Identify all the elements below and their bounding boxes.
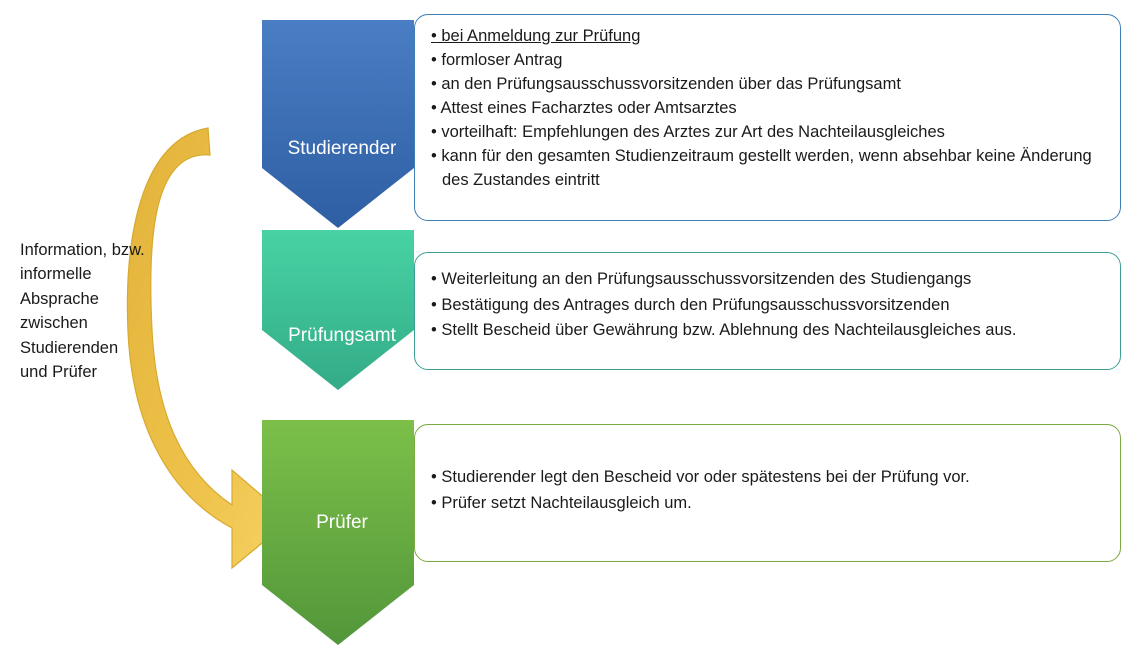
callout-pruefungsamt — [414, 252, 1121, 370]
chevron-pruefungsamt — [262, 230, 414, 390]
list-item-text: an den Prüfungsausschussvorsitzenden über das Prüfungsamt — [441, 74, 901, 93]
list-item-text: Stellt Bescheid über Gewährung bzw. Ablehnung des Nachteilausgleiches aus. — [441, 321, 1017, 340]
list-item — [431, 145, 1106, 193]
chevron-label-studierender: Studierender — [287, 138, 397, 159]
callout-list-pruefer — [431, 465, 1106, 516]
list-item — [431, 465, 1106, 491]
bullet: • — [431, 122, 437, 141]
side-note: Information, bzw. informelle Absprache zwischen Studierenden und Prüfer — [20, 241, 145, 382]
list-item-text: vorteilhaft: Empfehlungen des Arztes zur Art des Nachteilausgleiches — [441, 122, 945, 141]
list-item — [431, 491, 1106, 517]
chevron-label-pruefer: Prüfer — [316, 512, 368, 533]
bullet: • — [431, 146, 437, 165]
bullet: • — [431, 321, 437, 340]
list-item — [431, 97, 1106, 121]
list-item — [431, 318, 1106, 344]
callout-list-pruefungsamt — [431, 267, 1106, 344]
callout-pruefer — [414, 424, 1121, 562]
list-item — [431, 25, 1106, 49]
list-item — [431, 267, 1106, 293]
list-item-text: Bestätigung des Antrages durch den Prüfungsausschussvorsitzenden — [441, 295, 950, 314]
list-item — [431, 73, 1106, 97]
list-item-text: Prüfer setzt Nachteilausgleich um. — [441, 493, 692, 512]
list-item-text: bei Anmeldung zur Prüfung — [436, 27, 641, 45]
list-item-text: Weiterleitung an den Prüfungsausschussvorsitzenden des Studiengangs — [441, 270, 972, 288]
bullet: • — [431, 27, 437, 45]
list-item-text: Studierender legt den Bescheid vor oder spätestens bei der Prüfung vor. — [441, 468, 970, 486]
chevron-studierender — [262, 20, 414, 228]
bullet: • — [431, 50, 437, 69]
chevron-label-pruefungsamt: Prüfungsamt — [288, 325, 396, 346]
list-item-text: formloser Antrag — [441, 50, 563, 69]
list-item — [431, 121, 1106, 145]
list-item-text: Attest eines Facharztes oder Amtsarztes — [440, 98, 737, 117]
callout-studierender — [414, 14, 1121, 221]
list-item-text: kann für den gesamten Studienzeitraum gestellt werden, wenn absehbar keine Änderung des Zustandes eintritt — [441, 146, 1092, 189]
callout-list-studierender — [431, 25, 1106, 192]
bullet: • — [431, 295, 437, 314]
list-item — [431, 49, 1106, 73]
bullet: • — [431, 98, 437, 117]
list-item — [431, 293, 1106, 319]
bullet: • — [431, 74, 437, 93]
bullet: • — [431, 493, 437, 512]
bullet: • — [431, 468, 437, 486]
bullet: • — [431, 270, 437, 288]
